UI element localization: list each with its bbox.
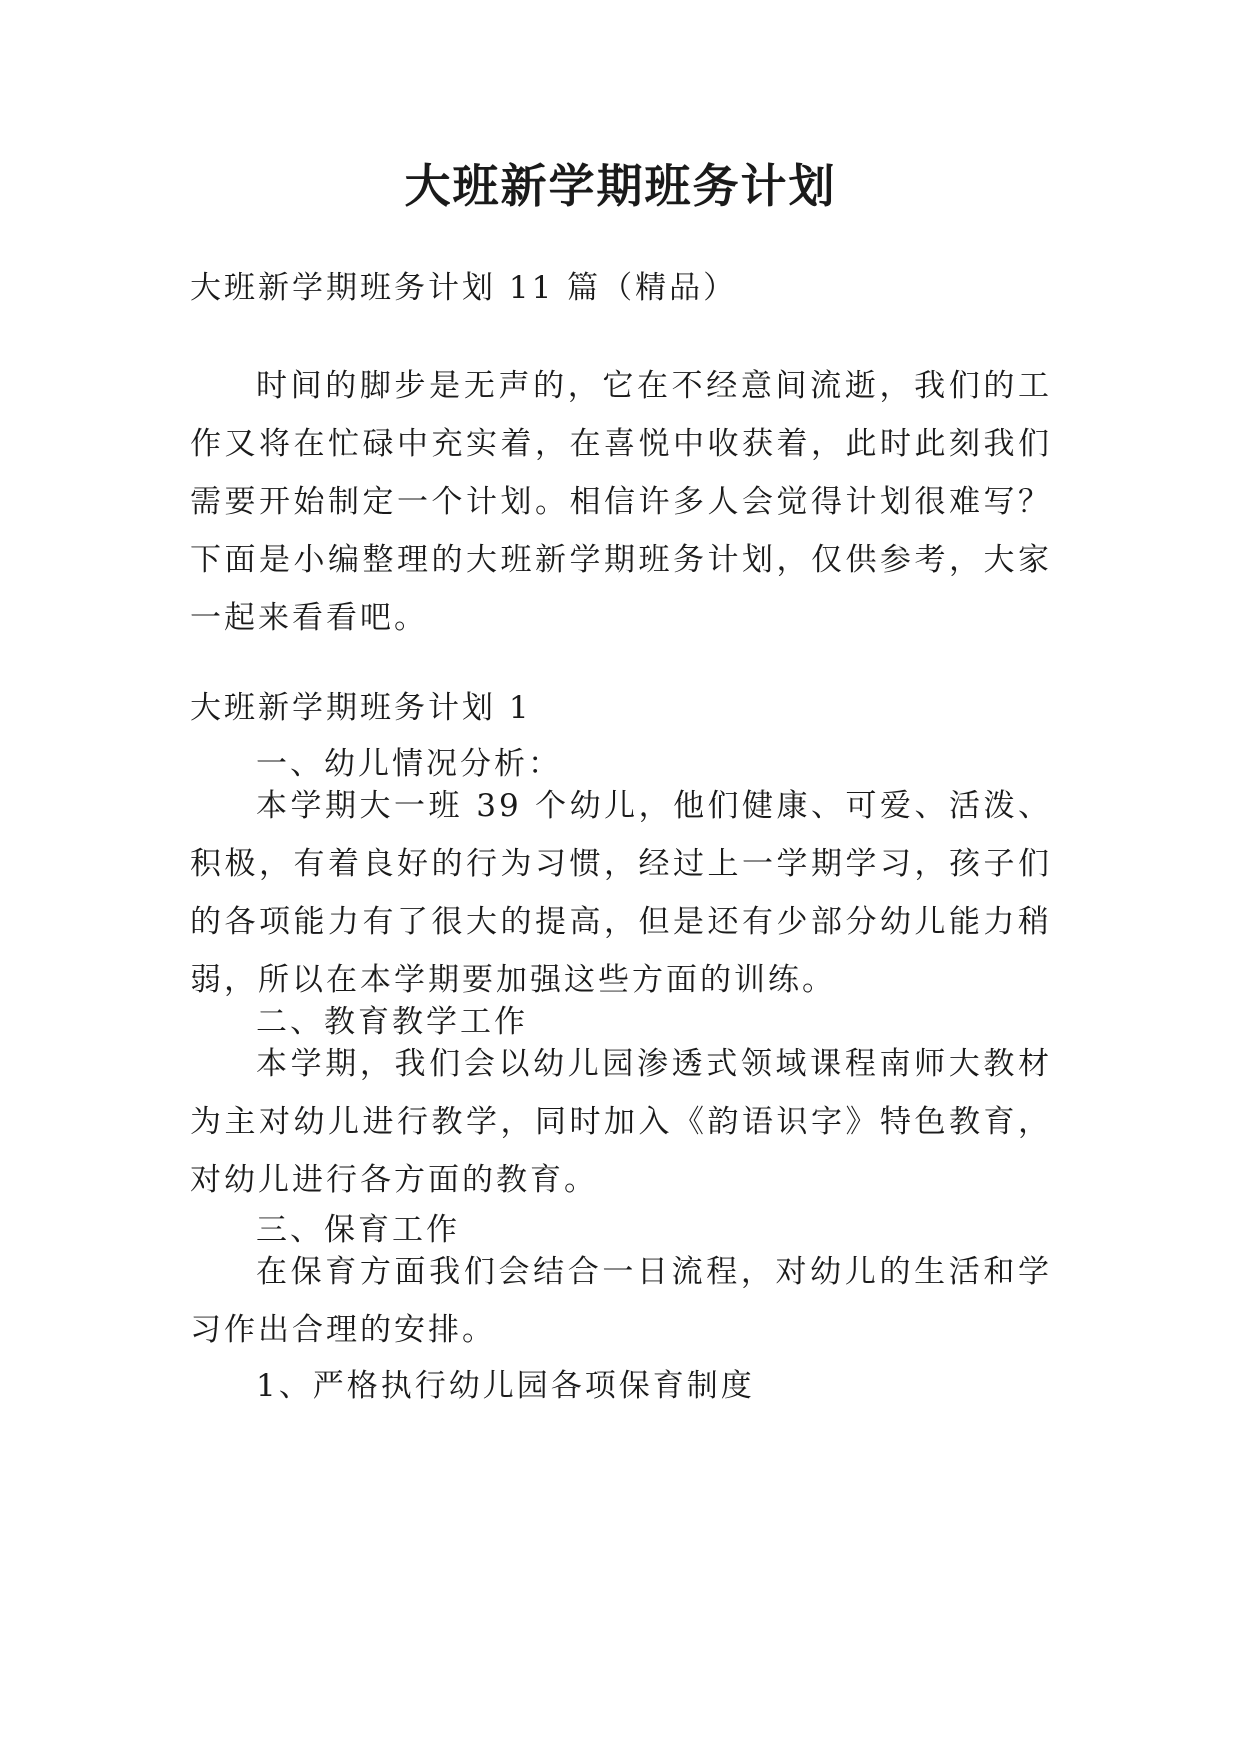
heading-care-work: 三、保育工作	[256, 1212, 460, 1248]
heading-child-analysis: 一、幼儿情况分析：	[256, 746, 562, 782]
section-heading: 大班新学期班务计划 1	[190, 690, 532, 726]
list-item-1: 1、严格执行幼儿园各项保育制度	[256, 1368, 755, 1404]
document-subtitle: 大班新学期班务计划 11 篇（精品）	[190, 270, 738, 306]
paragraph-teaching-work: 本学期，我们会以幼儿园渗透式领域课程南师大教材为主对幼儿进行教学，同时加入《韵语识字》特色教育，对幼儿进行各方面的教育。	[190, 1046, 1052, 1198]
paragraph-child-analysis: 本学期大一班 39 个幼儿，他们健康、可爱、活泼、积极，有着良好的行为习惯，经过上一学期学习，孩子们的各项能力有了很大的提高，但是还有少部分幼儿能力稍弱，所以在本学期要加强这些方面的训练。	[190, 788, 1052, 998]
heading-teaching-work: 二、教育教学工作	[256, 1004, 528, 1040]
intro-paragraph: 时间的脚步是无声的，它在不经意间流逝，我们的工作又将在忙碌中充实着，在喜悦中收获着，此时此刻我们需要开始制定一个计划。相信许多人会觉得计划很难写？下面是小编整理的大班新学期班务计划，仅供参考，大家一起来看看吧。	[190, 368, 1052, 636]
paragraph-care-work: 在保育方面我们会结合一日流程，对幼儿的生活和学习作出合理的安排。	[190, 1254, 1052, 1348]
document-title: 大班新学期班务计划	[404, 159, 837, 213]
